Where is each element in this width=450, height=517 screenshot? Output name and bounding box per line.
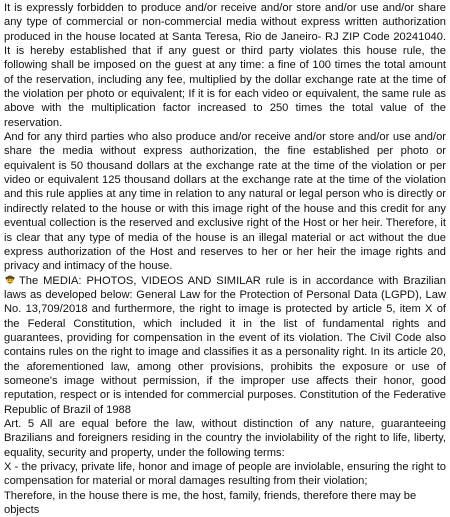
face-emoji-icon	[4, 274, 16, 285]
paragraph-article-5: Art. 5 All are equal before the law, without distinction of any nature, guaranteeing Brazilians and foreigners residing in the country the inviolability of the right to life, liberty, equality, security and property, under the following terms:	[4, 417, 446, 459]
paragraph-media-rule-text: The MEDIA: PHOTOS, VIDEOS AND SIMILAR rule is in accordance with Brazilian laws as developed below: General Law for the Protection of Personal Data (LGPD), Law No. 13,709/2018 and furthermore, the right to image is protected by article 5, item X of the Federal Constitution, which included it in the list of fundamental rights and guarantees, providing for compensation in the event of its violation. The Civil Code also contains rules on the right to image and classifies it as a personality right. In its article 20, the aforementioned law, among other provisions, prohibits the exposure or use of someone's image without permission, if the improper use affects their honor, good reputation, respect or is intended for commercial purposes. Constitution of the Federative Republic of Brazil of 1988	[4, 274, 446, 416]
paragraph-prohibition: It is expressly forbidden to produce and/or receive and/or store and/or use and/or share any type of commercial or non-commercial media without express written authorization produced in the house located at Santa Teresa, Rio de Janeiro- RJ ZIP Code 20241040. It is hereby established that if any guest or third party violates this house rule, the following shall be imposed on the guest at any time: a fine of 100 times the total amount of the reservation, including any fee, multiplied by the dollar exchange rate at the time of the violation per photo or equivalent; If it is for each video or equivalent, the same rule as above with the multiplication factor increased to 250 times the total value of the reservation.	[4, 2, 446, 129]
paragraph-therefore: Therefore, in the house there is me, the host, family, friends, therefore there may be objects	[4, 489, 417, 517]
paragraph-media-rule	[4, 274, 446, 417]
paragraph-item-x: X - the privacy, private life, honor and image of people are inviolable, ensuring the right to compensation for material or moral damages resulting from their violation;	[4, 461, 446, 488]
paragraph-third-parties: And for any third parties who also produce and/or receive and/or store and/or use and/or share the media without express authorization, the fine established per photo or equivalent is 50 thousand dollars at the exchange rate at the time of the violation or per video or equivalent 125 thousand dollars at the exchange rate at the time of the violation and this rule applies at any time in relation to any natural or legal person who is directly or indirectly related to the house or with this image right of the house and this credit for any eventual collection is the reserved and exclusive right of the Host or her heir. Therefore, it is clear that any type of media of the house is an illegal material or act without the due express authorization of the Host and reserves to her or her heir the image rights and privacy and intimacy of the house.	[4, 131, 446, 273]
